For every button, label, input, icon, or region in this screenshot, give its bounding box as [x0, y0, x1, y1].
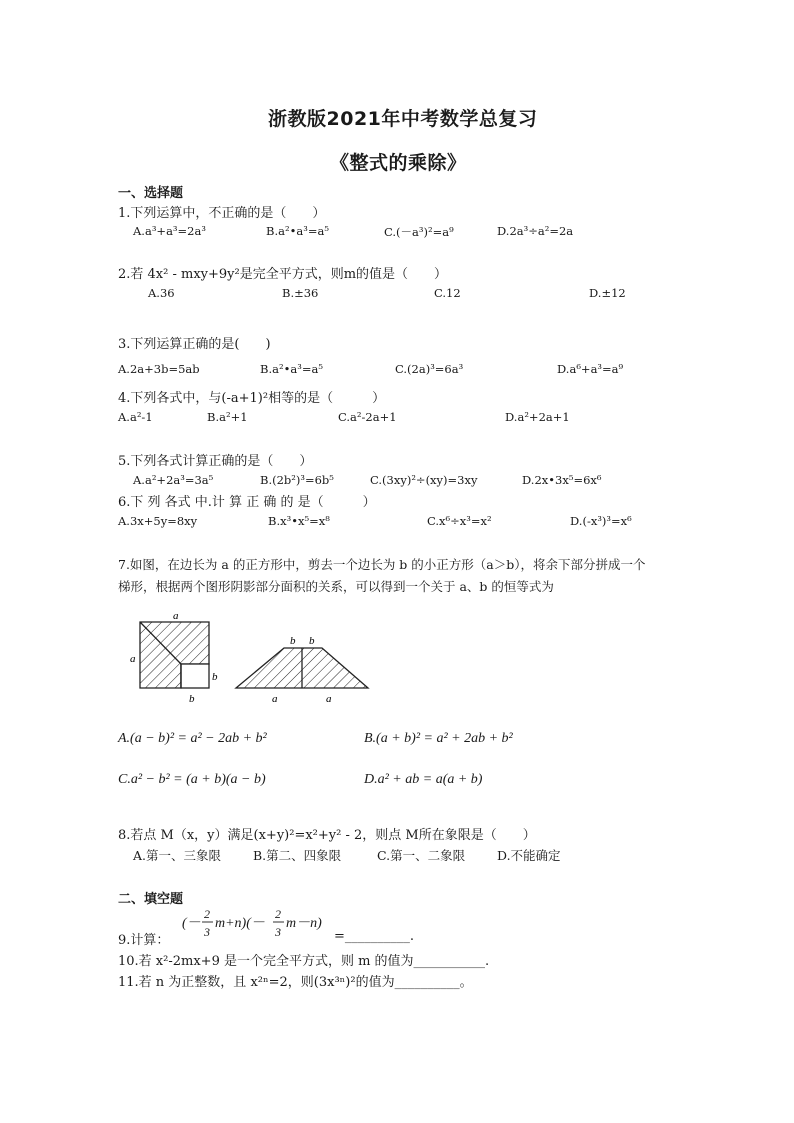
- question-1-option-c: C.(－a³)²=a⁹: [384, 225, 454, 239]
- question-3-option-d: D.a⁶+a³=a⁹: [557, 362, 624, 376]
- question-4-option-a: A.a²-1: [118, 410, 153, 424]
- trapezoid-label-top-right: b: [309, 635, 315, 647]
- question-3-option-a: A.2a+3b=5ab: [118, 362, 200, 376]
- question-11-text: 11.若 n 为正整数，且 x²ⁿ=2，则(3x³ⁿ)²的值为__________。: [118, 975, 473, 990]
- question-4-stem: 4.下列各式中，与(-a+1)²相等的是（ ）: [118, 391, 386, 406]
- question-6-option-a: A.3x+5y=8xy: [118, 514, 198, 528]
- svg-text:m+n)(－: m+n)(－: [215, 916, 265, 931]
- question-1-option-a: A.a³+a³=2a³: [133, 224, 206, 238]
- question-5-option-c: C.(3xy)²÷(xy)=3xy: [370, 473, 478, 487]
- question-8-option-a: A.第一、三象限: [133, 848, 222, 863]
- question-2-option-b: B.±36: [282, 286, 319, 300]
- question-2-option-d: D.±12: [589, 286, 626, 300]
- svg-text:3: 3: [275, 925, 281, 939]
- question-1-stem: 1.下列运算中，不正确的是（ ）: [118, 206, 326, 221]
- question-5-option-b: B.(2b²)³=6b⁵: [260, 473, 334, 487]
- page-subtitle: 《整式的乘除》: [330, 152, 467, 174]
- question-8-option-c: C.第一、二象限: [377, 848, 466, 863]
- svg-text:2: 2: [204, 907, 210, 921]
- svg-text:3: 3: [204, 925, 210, 939]
- question-4-option-d: D.a²+2a+1: [505, 410, 570, 424]
- question-6-option-d: D.(-x³)³=x⁶: [570, 514, 632, 528]
- question-7-option-d: D.a² + ab = a(a + b): [364, 772, 483, 787]
- trapezoid-label-top-left: b: [290, 635, 296, 647]
- svg-text:(－: (－: [182, 916, 201, 931]
- question-2-option-c: C.12: [434, 286, 461, 300]
- trapezoid-figure: [236, 648, 368, 688]
- question-8-stem: 8.若点 M（x，y）满足(x+y)²=x²+y² - 2，则点 M所在象限是（ ）: [118, 828, 536, 843]
- question-9-expression: [180, 904, 330, 942]
- question-8-option-d: D.不能确定: [497, 848, 561, 863]
- question-9-prefix: 9.计算：: [118, 933, 170, 948]
- question-5-stem: 5.下列各式计算正确的是（ ）: [118, 454, 313, 469]
- question-7-option-a: A.(a − b)² = a² − 2ab + b²: [118, 731, 267, 746]
- question-7-stem-line2: 梯形，根据两个图形阴影部分面积的关系，可以得到一个关于 a、b 的恒等式为: [118, 579, 554, 594]
- section-heading-fill: 二、填空题: [118, 892, 184, 907]
- question-3-stem: 3.下列运算正确的是( ): [118, 337, 271, 352]
- question-3-option-c: C.(2a)³=6a³: [395, 362, 464, 376]
- question-10-text: 10.若 x²-2mx+9 是一个完全平方式，则 m 的值为___________.: [118, 954, 490, 969]
- square-label-small-bottom: b: [189, 693, 195, 705]
- square-label-left: a: [130, 653, 136, 665]
- question-5-option-d: D.2x•3x⁵=6x⁶: [522, 473, 602, 487]
- square-label-top: a: [173, 610, 179, 622]
- svg-text:2: 2: [275, 907, 281, 921]
- page-title: 浙教版2021年中考数学总复习: [268, 108, 538, 130]
- question-7-figure: [126, 608, 386, 708]
- question-1-option-d: D.2a³÷a²=2a: [497, 224, 574, 238]
- question-4-option-b: B.a²+1: [207, 410, 248, 424]
- trapezoid-label-bottom-right: a: [326, 693, 332, 705]
- square-figure: [140, 622, 209, 688]
- question-7-option-c: C.a² − b² = (a + b)(a − b): [118, 772, 266, 787]
- question-5-option-a: A.a²+2a³=3a⁵: [133, 473, 214, 487]
- square-label-small-right: b: [212, 671, 218, 683]
- question-2-stem: 2.若 4x² - mxy+9y²是完全平方式，则m的值是（ ）: [118, 267, 448, 282]
- question-6-option-b: B.x³•x⁵=x⁸: [268, 514, 330, 528]
- trapezoid-label-bottom-left: a: [272, 693, 278, 705]
- question-7-stem-line1: 7.如图，在边长为 a 的正方形中，剪去一个边长为 b 的小正方形（a＞b），将余下部分拼成一个: [118, 557, 646, 572]
- question-1-option-b: B.a²•a³=a⁵: [266, 224, 329, 238]
- question-8-option-b: B.第二、四象限: [253, 848, 342, 863]
- question-3-option-b: B.a²•a³=a⁵: [260, 362, 323, 376]
- question-6-option-c: C.x⁶÷x³=x²: [427, 514, 492, 528]
- svg-text:m－n): m－n): [286, 916, 322, 931]
- question-2-option-a: A.36: [148, 286, 175, 300]
- section-heading-choice: 一、选择题: [118, 186, 184, 201]
- question-9-answer-blank[interactable]: =__________.: [334, 929, 415, 944]
- question-7-option-b: B.(a + b)² = a² + 2ab + b²: [364, 731, 513, 746]
- question-6-stem: 6.下 列 各式 中.计 算 正 确 的 是（ ）: [118, 495, 376, 510]
- question-4-option-c: C.a²-2a+1: [338, 410, 397, 424]
